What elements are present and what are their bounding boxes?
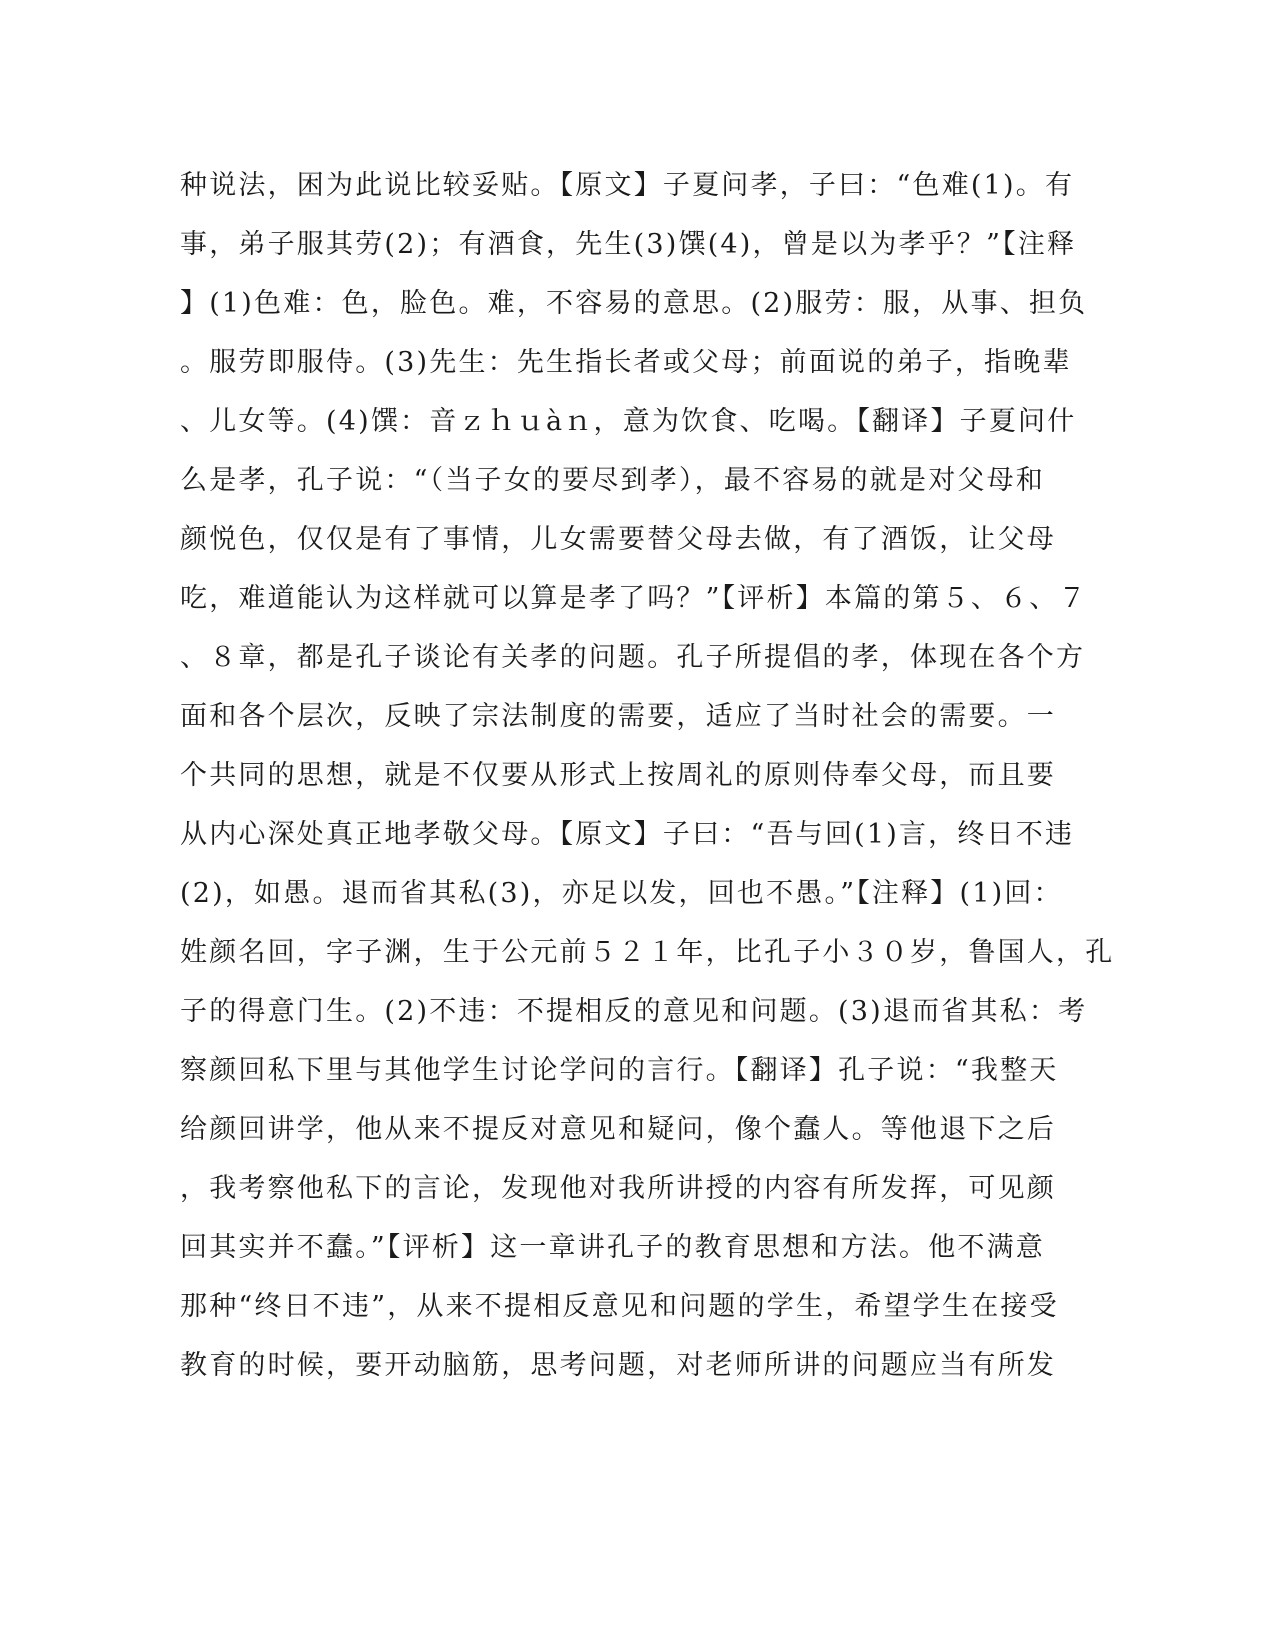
text-line: 。服劳即服侍。(3)先生：先生指长者或父母；前面说的弟子，指晚辈 (180, 347, 1072, 378)
text-line: 子的得意门生。(2)不违：不提相反的意见和问题。(3)退而省其私：考 (180, 996, 1088, 1027)
text-line: 事，弟子服其劳(2)；有酒食，先生(3)馔(4)，曾是以为孝乎？”【注释 (180, 229, 1077, 260)
text-line: 教育的时候，要开动脑筋，思考问题，对老师所讲的问题应当有所发 (180, 1350, 1056, 1381)
text-line: 那种“终日不违”，从来不提相反意见和问题的学生，希望学生在接受 (180, 1291, 1059, 1322)
text-line: 吃，难道能认为这样就可以算是孝了吗？”【评析】本篇的第５、６、７ (180, 583, 1088, 614)
text-line: 察颜回私下里与其他学生讨论学问的言行。【翻译】孔子说：“我整天 (180, 1055, 1059, 1086)
text-line: 给颜回讲学，他从来不提反对意见和疑问，像个蠢人。等他退下之后 (180, 1114, 1056, 1145)
text-line: 个共同的思想，就是不仅要从形式上按周礼的原则侍奉父母，而且要 (180, 760, 1056, 791)
text-line: 么是孝，孔子说：“（当子女的要尽到孝），最不容易的就是对父母和 (180, 465, 1046, 496)
text-line: 姓颜名回，字子渊，生于公元前５２１年，比孔子小３０岁，鲁国人，孔 (180, 937, 1115, 968)
text-line: 】(1)色难：色，脸色。难，不容易的意思。(2)服劳：服，从事、担负 (180, 288, 1088, 319)
text-line: 颜悦色，仅仅是有了事情，儿女需要替父母去做，有了酒饭，让父母 (180, 524, 1056, 555)
text-line: 、８章，都是孔子谈论有关孝的问题。孔子所提倡的孝，体现在各个方 (180, 642, 1086, 673)
text-line: 、儿女等。(4)馔：音ｚｈｕàｎ，意为饮食、吃喝。【翻译】子夏问什 (180, 406, 1077, 437)
text-line: 种说法，困为此说比较妥贴。【原文】子夏问孝，子曰：“色难(1)。有 (180, 170, 1075, 201)
text-line: 从内心深处真正地孝敬父母。【原文】子曰：“吾与回(1)言，终日不违 (180, 819, 1075, 850)
text-line: ，我考察他私下的言论，发现他对我所讲授的内容有所发挥，可见颜 (180, 1173, 1056, 1204)
text-line: 回其实并不蠢。”【评析】这一章讲孔子的教育思想和方法。他不满意 (180, 1232, 1046, 1263)
body-text (180, 156, 1115, 1395)
text-line: 面和各个层次，反映了宗法制度的需要，适应了当时社会的需要。一 (180, 701, 1056, 732)
text-line: (2)，如愚。退而省其私(3)，亦足以发，回也不愚。”【注释】(1)回： (180, 878, 1063, 909)
